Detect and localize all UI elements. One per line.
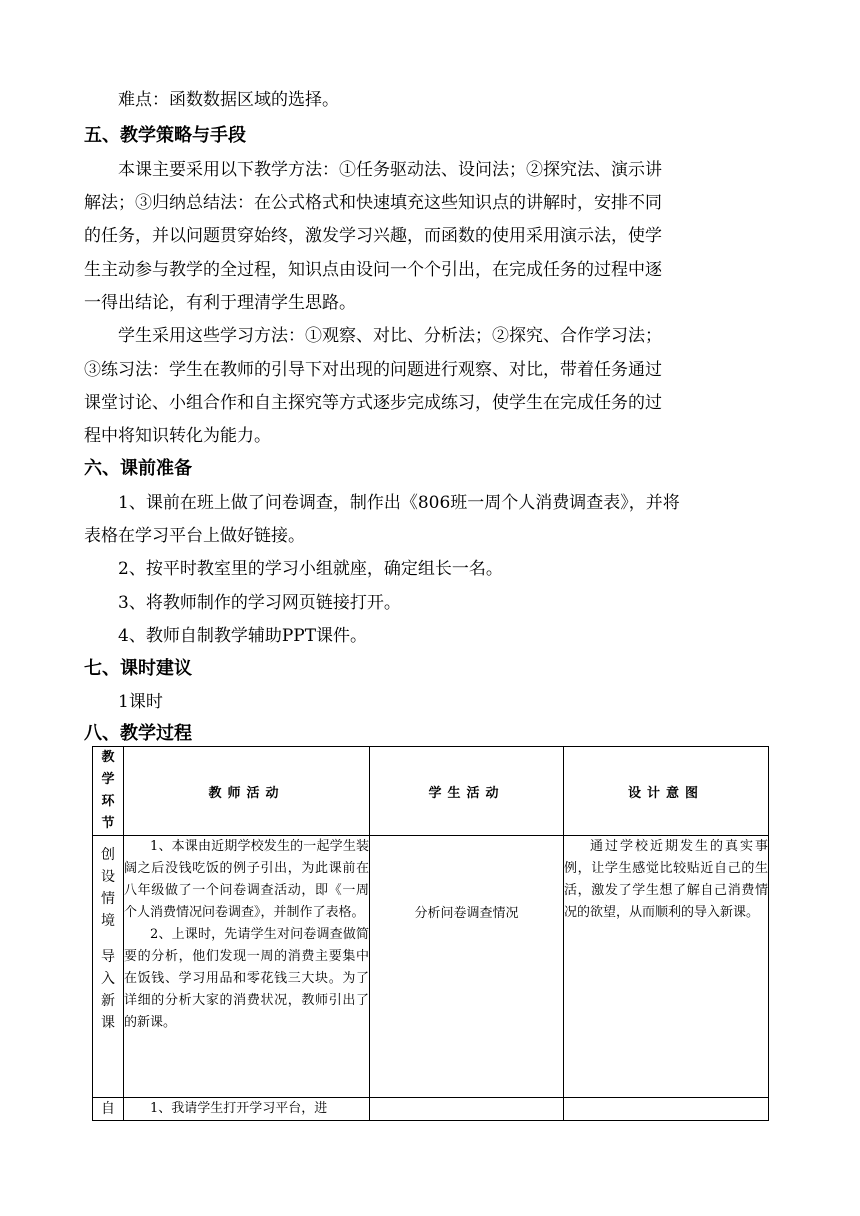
teacher-activity-paragraph: 1、本课由近期学校发生的一起学生装阔之后没钱吃饭的例子引出，为此课前在八年级做了一个问卷调查活动，即《一周个人消费情况问卷调查》，并制作了表格。 (124, 839, 369, 920)
preparation-item: 3、将教师制作的学习网页链接打开。 (118, 593, 401, 613)
class-hours-value: 1课时 (118, 692, 163, 712)
paragraph-line: ③练习法：学生在教师的引导下对出现的问题进行观察、对比，带着任务通过 (84, 360, 662, 380)
student-activity-cell (370, 1098, 564, 1121)
paragraph-line: 解法；③归纳总结法：在公式格式和快速填充这些知识点的讲解时，安排不同 (84, 193, 662, 213)
table-row (93, 836, 769, 1098)
paragraph-line: 生主动参与教学的全过程，知识点由设问一个个引出，在完成任务的过程中逐 (84, 260, 662, 280)
paragraph-line: 程中将知识转化为能力。 (84, 426, 271, 446)
teacher-activity-header: 教师活动 (124, 747, 370, 836)
section-heading-class-hours: 七、课时建议 (84, 658, 192, 679)
teacher-activity-cell (124, 836, 370, 1098)
student-activity-cell: 分析问卷调查情况 (370, 836, 564, 1098)
student-activity-header: 学生活动 (370, 747, 564, 836)
preparation-item-continued: 表格在学习平台上做好链接。 (84, 526, 305, 546)
preparation-item: 4、教师自制教学辅助PPT课件。 (118, 626, 368, 646)
design-intent-cell (564, 1098, 769, 1121)
preparation-item: 2、按平时教室里的学习小组就座，确定组长一名。 (118, 559, 503, 579)
table-header-row (93, 747, 769, 836)
stage-header-cell: 教 学 环 节 (93, 747, 124, 836)
section-heading-strategy: 五、教学策略与手段 (84, 125, 246, 146)
paragraph-line: 的任务，并以问题贯穿始终，激发学习兴趣，而函数的使用采用演示法，使学 (84, 226, 662, 246)
paragraph-line: 学生采用这些学习方法：①观察、对比、分析法；②探究、合作学习法； (118, 326, 662, 346)
preparation-item: 1、课前在班上做了问卷调查，制作出《806班一周个人消费调查表》，并将 (118, 493, 680, 513)
difficulty-line: 难点：函数数据区域的选择。 (118, 90, 339, 110)
paragraph-line: 一得出结论，有利于理清学生思路。 (84, 293, 356, 313)
teacher-activity-paragraph: 2、上课时，先请学生对问卷调查做简要的分析，他们发现一周的消费主要集中在饭钱、学习用品和零花钱三大块。为了详细的分析大家的消费状况，教师引出了的新课。 (124, 927, 369, 1030)
paragraph-line: 本课主要采用以下教学方法：①任务驱动法、设问法；②探究法、演示讲 (118, 160, 662, 180)
design-intent-cell (564, 836, 769, 1098)
teaching-process-table (92, 746, 769, 1121)
paragraph-line: 课堂讨论、小组合作和自主探究等方式逐步完成练习，使学生在完成任务的过 (84, 393, 662, 413)
section-heading-preparation: 六、课前准备 (84, 458, 192, 479)
design-intent-paragraph: 通过学校近期发生的真实事例，让学生感觉比较贴近自己的生活，激发了学生想了解自己消费情况的欲望，从而顺利的导入新课。 (564, 839, 768, 920)
section-heading-teaching-process: 八、教学过程 (84, 723, 192, 744)
design-intent-header: 设计意图 (564, 747, 769, 836)
stage-cell: 自 (93, 1098, 124, 1121)
stage-cell: 创 设 情 境 导 入 新 课 (93, 836, 124, 1098)
teacher-activity-cell: 1、我请学生打开学习平台，进 (124, 1098, 370, 1121)
table-row (93, 1098, 769, 1121)
